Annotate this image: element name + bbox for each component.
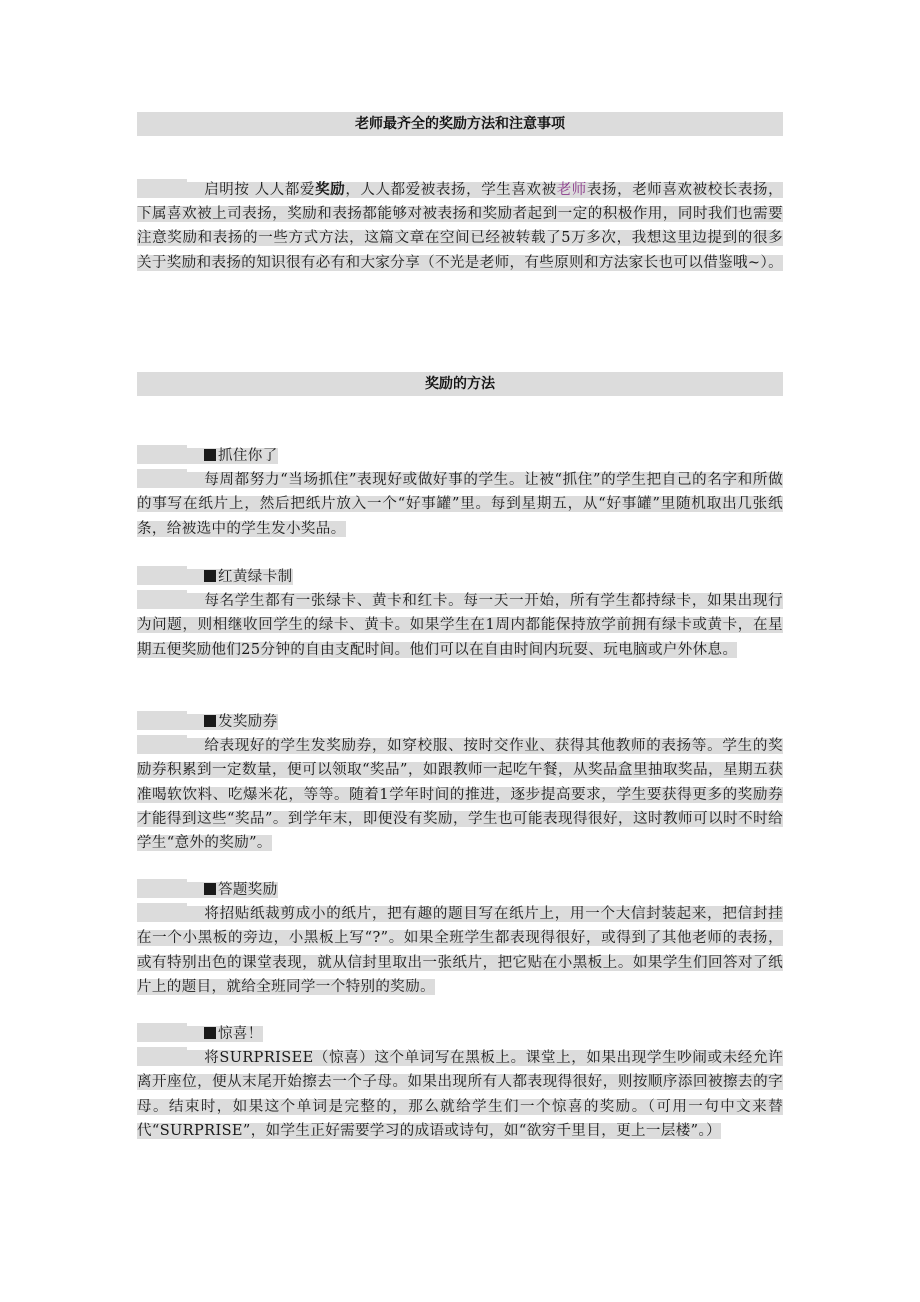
indent-marker (137, 566, 187, 584)
indent-marker (137, 1047, 187, 1065)
indent-marker (137, 1023, 187, 1041)
method-body: 每周都努力“当场抓住”表现好或做好事的学生。让被“抓住”的学生把自己的名字和所做的事写在纸片上，然后把纸片放入一个“好事罐”里。每到星期五，从“好事罐”里随机取出几张纸条，给被选中的学生发小奖品。 (137, 472, 783, 537)
method-tickets (137, 710, 783, 855)
method-title: 抓住你了 (218, 448, 278, 464)
method-quiz (137, 878, 783, 999)
indent-marker (137, 590, 187, 608)
teacher-link[interactable]: 老师 (556, 182, 587, 198)
square-bullet-icon (204, 715, 216, 727)
section-title: 奖励的方法 (137, 372, 783, 396)
method-body: 每名学生都有一张绿卡、黄卡和红卡。每一天一开始，所有学生都持绿卡，如果出现行为问题，则相继收回学生的绿卡、黄卡。如果学生在1周内都能保持放学前拥有绿卡或黄卡，在星期五便奖励他们25分钟的自由支配时间。他们可以在自由时间内玩耍、玩电脑或户外休息。 (137, 593, 783, 658)
method-cards (137, 565, 783, 662)
intro-paragraph: 启明按 人人都爱奖励，人人都爱被表扬，学生喜欢被老师表扬，老师喜欢被校长表扬，下属喜欢被上司表扬，奖励和表扬都能够对被表扬和奖励者起到一定的积极作用，同时我们也需要注意奖励和表扬的一些方式方法，这篇文章在空间已经被转载了5万多次，我想这里边提到的很多关于奖励和表扬的知识很有必有和大家分享（不光是老师，有些原则和方法家长也可以借鉴哦~）。 (137, 181, 783, 271)
square-bullet-icon (204, 449, 216, 461)
document-title: 老师最齐全的奖励方法和注意事项 (137, 112, 783, 136)
keyword-bold: 奖励 (315, 181, 346, 198)
method-catch (137, 444, 783, 541)
square-bullet-icon (204, 883, 216, 895)
indent-marker (137, 903, 187, 921)
method-title: 发奖励券 (218, 714, 278, 730)
indent-marker (137, 179, 187, 197)
indent-marker (137, 879, 187, 897)
square-bullet-icon (204, 1027, 216, 1039)
method-title: 惊喜！ (218, 1026, 263, 1042)
square-bullet-icon (204, 570, 216, 582)
method-body: 将招贴纸裁剪成小的纸片，把有趣的题目写在纸片上，用一个大信封装起来，把信封挂在一个小黑板的旁边，小黑板上写“?”。如果全班学生都表现得很好，或得到了其他老师的表扬，或有特别出色的课堂表现，就从信封里取出一张纸片，把它贴在小黑板上。如果学生们回答对了纸片上的题目，就给全班同学一个特别的奖励。 (137, 906, 783, 995)
method-surprise (137, 1022, 783, 1143)
method-body: 将SURPRISEE（惊喜）这个单词写在黑板上。课堂上，如果出现学生吵闹或未经允许离开座位，便从末尾开始擦去一个子母。如果出现所有人都表现得很好，则按顺序添回被擦去的字母。结束时，如果这个单词是完整的，那么就给学生们一个惊喜的奖励。（可用一句中文来替代“SURPRISE”，如学生正好需要学习的成语或诗句，如“欲穷千里目，更上一层楼”。） (137, 1050, 783, 1139)
method-title: 答题奖励 (218, 882, 278, 898)
indent-marker (137, 445, 187, 463)
indent-marker (137, 469, 187, 487)
method-body: 给表现好的学生发奖励券，如穿校服、按时交作业、获得其他教师的表扬等。学生的奖励券积累到一定数量，便可以领取“奖品”，如跟教师一起吃午餐，从奖品盒里抽取奖品，星期五获准喝软饮料、吃爆米花，等等。随着1学年时间的推进，逐步提高要求，学生要获得更多的奖励券才能得到这些“奖品”。到学年末，即便没有奖励，学生也可能表现得很好，这时教师可以时不时给学生“意外的奖励”。 (137, 738, 783, 852)
indent-marker (137, 735, 187, 753)
method-title: 红黄绿卡制 (218, 569, 293, 585)
indent-marker (137, 711, 187, 729)
